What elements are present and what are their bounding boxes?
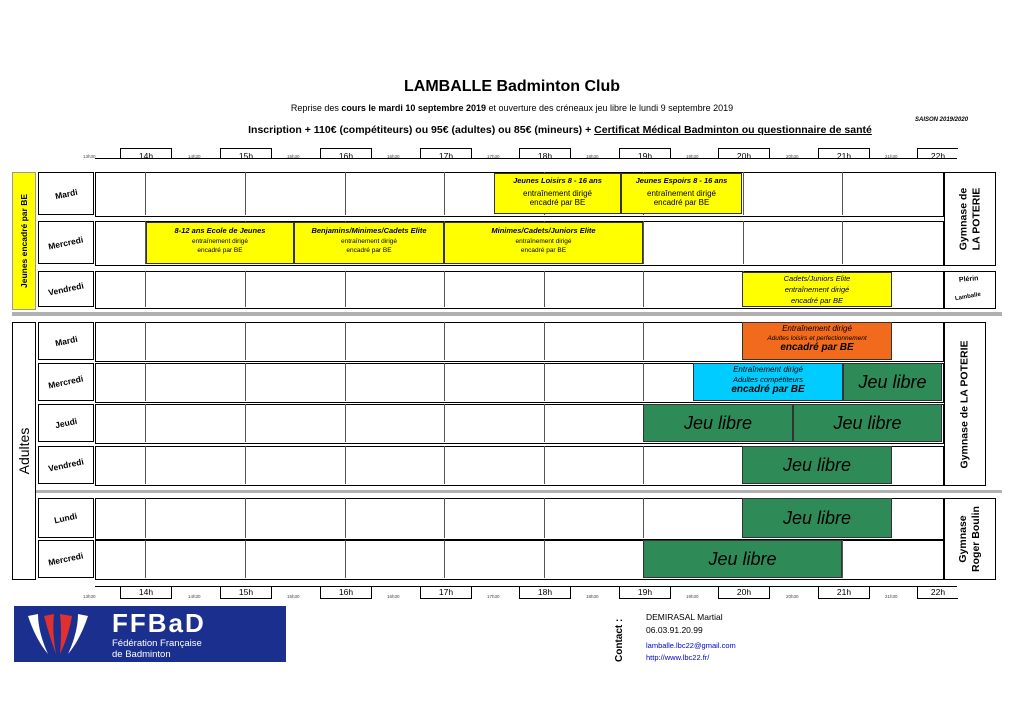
half-label: 15h30 <box>287 154 300 159</box>
shuttlecock-icon <box>22 610 102 658</box>
inscription-text <box>180 124 940 136</box>
slot-title: Jeu libre <box>782 507 852 528</box>
slot-minimes[interactable] <box>444 222 643 264</box>
gridline <box>145 446 146 484</box>
hour-label: 16h <box>338 151 354 161</box>
gridline <box>245 271 246 307</box>
half-label: 16h30 <box>387 154 400 159</box>
slot-title: Jeu libre <box>833 412 902 433</box>
gridline <box>643 446 644 484</box>
page-title: LAMBALLE Badminton Club <box>404 78 620 95</box>
subtitle-bold: cours le mardi 10 septembre 2019 <box>341 103 486 113</box>
gridline <box>643 498 644 538</box>
slot-line: entraînement dirigé <box>191 238 248 245</box>
half-label: 13h30 <box>83 154 96 159</box>
adultes-group-box <box>12 322 36 580</box>
gridline <box>345 363 346 401</box>
hour-box <box>120 148 172 159</box>
day-adultes-mercredi <box>38 363 94 401</box>
day-adultes-vendredi <box>38 446 94 484</box>
hour-label: 21h <box>836 151 852 161</box>
gym-poterie-adultes <box>944 322 986 486</box>
gridline <box>345 322 346 360</box>
hour-box <box>619 586 671 599</box>
slot-ecole-jeunes[interactable] <box>146 222 294 264</box>
gridline <box>444 172 445 215</box>
hour-label: 20h <box>736 151 752 161</box>
gridline <box>444 404 445 442</box>
logo-text: FFBaD <box>112 608 206 638</box>
day-adultes-jeudi <box>38 404 94 442</box>
slot-line: encadré par BE <box>790 296 844 305</box>
section-separator <box>12 312 1002 316</box>
slot-title: 8-12 ans Ecole de Jeunes <box>174 226 266 235</box>
section-separator <box>36 490 1002 493</box>
half-label: 19h30 <box>686 594 699 599</box>
hour-box <box>619 148 671 159</box>
logo-line: de Badminton <box>112 649 171 660</box>
gridline <box>345 540 346 578</box>
gridline <box>145 322 146 360</box>
slot-line: Adultes compétiteurs <box>732 375 804 384</box>
gridline <box>643 221 644 264</box>
half-label: 20h30 <box>786 154 799 159</box>
hour-box <box>519 586 571 599</box>
slot-title: Jeu libre <box>683 412 753 433</box>
hour-label: 17h <box>438 587 454 597</box>
slot-title: Minimes/Cadets/Juniors Elite <box>491 226 596 235</box>
bottom-timeline <box>0 584 1024 604</box>
contact-website[interactable]: http://www.lbc22.fr/ <box>646 653 710 662</box>
gym-line: Gymnase <box>957 515 970 563</box>
day-label: Vendredi <box>47 456 85 474</box>
gridline <box>145 271 146 307</box>
hour-label: 21h <box>836 587 852 597</box>
gym-plerin-lamballe <box>944 271 996 309</box>
slot-title: Jeu libre <box>708 548 777 569</box>
slot-line: encadré par BE <box>731 384 805 395</box>
top-timeline <box>0 146 1024 166</box>
gridline <box>842 540 843 578</box>
inscription-pre: Inscription + 110€ (compétiteurs) ou 95€ (adultes) ou 85€ (mineurs) + <box>248 124 595 136</box>
hour-label: 14h <box>138 587 154 597</box>
slot-line: encadré par BE <box>197 247 243 254</box>
gym-line: Gymnase de LA POTERIE <box>958 340 971 468</box>
contact-email[interactable]: lamballe.lbc22@gmail.com <box>646 641 736 650</box>
hour-label: 22h <box>930 151 946 161</box>
hour-box <box>718 148 770 159</box>
half-label: 21h30 <box>885 154 898 159</box>
slot-jeunes-espoirs[interactable] <box>621 173 742 214</box>
slot-title: Jeu libre <box>782 454 852 475</box>
slot-jeu-libre-lundi[interactable] <box>742 498 892 538</box>
hour-box <box>420 586 472 599</box>
hour-box <box>818 148 870 159</box>
gridline <box>643 271 644 307</box>
hour-label: 20h <box>736 587 752 597</box>
hour-box <box>220 586 272 599</box>
gridline <box>345 498 346 538</box>
hour-box <box>519 148 571 159</box>
slot-line: entraînement dirigé <box>647 189 716 198</box>
gridline <box>145 404 146 442</box>
gridline <box>643 363 644 401</box>
gridline <box>345 404 346 442</box>
slot-jeu-libre-mercredi2[interactable] <box>643 540 842 578</box>
hour-label: 16h <box>338 587 354 597</box>
day-label: Mercredi <box>47 233 85 252</box>
gridline <box>245 540 246 578</box>
slot-title: Jeunes Espoirs 8 - 16 ans <box>635 176 728 185</box>
gridline <box>145 363 146 401</box>
gridline <box>245 172 246 215</box>
gym-line: Roger Boulin <box>970 506 983 572</box>
hour-box <box>220 148 272 159</box>
gridline <box>643 322 644 360</box>
gridline <box>743 221 744 264</box>
day-label: Jeudi <box>54 415 78 431</box>
half-label: 17h30 <box>487 154 500 159</box>
slot-title: Entraînement dirigé <box>782 324 852 333</box>
gym-plerin: Plérin <box>958 275 979 284</box>
gridline <box>544 363 545 401</box>
gridline <box>544 271 545 307</box>
gridline <box>245 498 246 538</box>
gridline <box>444 363 445 401</box>
slot-line: encadré par BE <box>520 247 567 254</box>
half-label: 18h30 <box>586 594 599 599</box>
slot-line: entraînement dirigé <box>340 238 397 245</box>
half-label: 21h30 <box>885 594 898 599</box>
day-label: Mardi <box>53 186 79 201</box>
slot-adultes-competiteurs[interactable] <box>693 363 843 401</box>
slot-title: Entraînement dirigé <box>733 365 803 374</box>
hour-box <box>718 586 770 599</box>
slot-title: Jeunes Loisirs 8 - 16 ans <box>513 176 602 185</box>
hour-label: 18h <box>537 151 553 161</box>
hour-label: 19h <box>637 151 653 161</box>
gridline <box>245 446 246 484</box>
hour-box <box>320 586 372 599</box>
hour-label: 19h <box>637 587 653 597</box>
gym-line: LA POTERIE <box>970 187 982 251</box>
half-label: 14h30 <box>188 154 201 159</box>
gridline <box>842 172 843 215</box>
gridline <box>145 540 146 578</box>
subtitle-post: et ouverture des créneaux jeu libre le lundi 9 septembre 2019 <box>485 103 734 113</box>
gridline <box>245 404 246 442</box>
hour-box <box>320 148 372 159</box>
hour-label: 18h <box>537 587 553 597</box>
hour-box <box>818 586 870 599</box>
adultes-label: Adultes <box>16 427 32 475</box>
gym-lamballe: Lamballe <box>954 291 982 303</box>
day-adultes-mercredi2 <box>38 540 94 578</box>
jeunes-group-label <box>12 172 36 310</box>
slot-line: encadré par BE <box>780 342 854 353</box>
gridline <box>743 172 744 215</box>
slot-adultes-loisirs[interactable] <box>742 322 892 360</box>
hour-box <box>917 586 958 599</box>
gridline <box>544 404 545 442</box>
gridline <box>544 498 545 538</box>
gridline <box>444 446 445 484</box>
hour-label: 22h <box>930 587 946 597</box>
day-label: Mercredi <box>47 373 85 391</box>
slot-jeu-libre-jeudi-2[interactable] <box>793 404 942 442</box>
slot-cadets-juniors[interactable] <box>742 272 892 307</box>
half-label: 13h30 <box>83 594 96 599</box>
slot-jeu-libre-vendredi[interactable] <box>742 446 892 484</box>
day-label: Vendredi <box>47 280 85 298</box>
slot-jeunes-loisirs[interactable] <box>494 173 621 214</box>
gridline <box>444 498 445 538</box>
jeunes-label: Jeunes encadré par BE <box>19 194 29 289</box>
gridline <box>245 363 246 401</box>
hour-label: 14h <box>138 151 154 161</box>
gym-roger-boulin <box>944 498 996 580</box>
season-label: SAISON 2019/2020 <box>915 117 969 123</box>
slot-jeu-libre-jeudi-1[interactable] <box>643 404 793 442</box>
gridline <box>444 322 445 360</box>
hour-box <box>120 586 172 599</box>
half-label: 17h30 <box>487 594 500 599</box>
day-jeunes-mardi <box>38 172 94 215</box>
slot-benjamins[interactable] <box>294 222 444 264</box>
gridline <box>444 271 445 307</box>
slot-line: encadré par BE <box>653 198 710 207</box>
day-jeunes-mercredi <box>38 221 94 264</box>
gym-line: Gymnase de <box>957 187 969 251</box>
day-label: Mercredi <box>47 550 85 568</box>
hour-label: 15h <box>238 151 254 161</box>
slot-line: entraînement dirigé <box>784 285 850 294</box>
slot-line: Adultes loisirs et perfectionnement <box>767 335 867 342</box>
contact-name: DEMIRASAL Martial <box>646 612 723 622</box>
day-adultes-lundi <box>38 498 94 538</box>
logo-line: Fédération Française <box>112 638 202 649</box>
slot-title: Cadets/Juniors Elite <box>783 274 851 283</box>
half-label: 14h30 <box>188 594 201 599</box>
gridline <box>345 271 346 307</box>
gridline <box>145 498 146 538</box>
half-label: 18h30 <box>586 154 599 159</box>
gridline <box>544 540 545 578</box>
slot-line: encadré par BE <box>346 247 392 254</box>
slot-line: entraînement dirigé <box>523 189 592 198</box>
certificat-link[interactable]: Certificat Médical Badminton ou questionnaire de santé <box>594 124 872 136</box>
half-label: 19h30 <box>686 154 699 159</box>
ffbad-logo <box>14 606 286 662</box>
hour-label: 15h <box>238 587 254 597</box>
contact-label: Contact : <box>614 618 625 662</box>
day-label: Lundi <box>53 510 79 526</box>
gridline <box>345 446 346 484</box>
slot-title: Jeu libre <box>858 371 927 392</box>
half-label: 15h30 <box>287 594 300 599</box>
gym-poterie-jeunes <box>944 172 996 266</box>
hour-label: 17h <box>438 151 454 161</box>
subtitle-pre: Reprise des <box>290 103 342 113</box>
slot-line: entraînement dirigé <box>515 238 572 245</box>
day-jeunes-vendredi <box>38 271 94 307</box>
half-label: 16h30 <box>387 594 400 599</box>
gridline <box>245 322 246 360</box>
hour-box <box>420 148 472 159</box>
gridline <box>145 172 146 215</box>
day-label: Mardi <box>53 333 79 349</box>
hour-box <box>917 148 958 159</box>
gridline <box>345 172 346 215</box>
contact-phone: 06.03.91.20.99 <box>646 625 703 635</box>
slot-jeu-libre-mercredi[interactable] <box>843 363 942 401</box>
gridline <box>444 540 445 578</box>
half-label: 20h30 <box>786 594 799 599</box>
slot-title: Benjamins/Minimes/Cadets Elite <box>311 226 427 235</box>
gridline <box>842 221 843 264</box>
gridline <box>544 322 545 360</box>
slot-line: encadré par BE <box>529 198 586 207</box>
subtitle <box>0 103 1024 113</box>
day-adultes-mardi <box>38 322 94 360</box>
gridline <box>544 446 545 484</box>
